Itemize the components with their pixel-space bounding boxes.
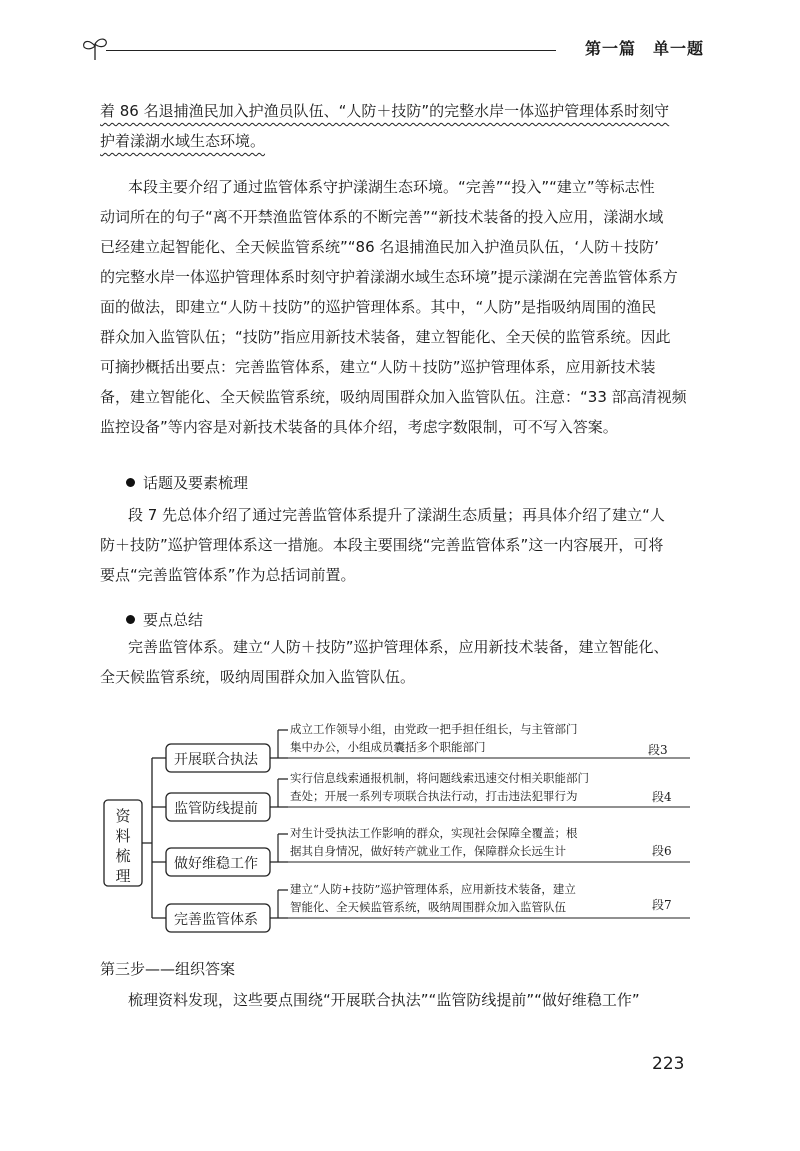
- paragraph-line: 动词所在的句子“离不开禁渔监管体系的不断完善”“新技术装备的投入应用，漾湖水域: [100, 208, 664, 226]
- paragraph-line: 全天候监管系统，吸纳周围群众加入监管队伍。: [100, 668, 416, 686]
- material-sorting-diagram: [100, 718, 700, 948]
- running-header: [88, 30, 704, 70]
- paragraph-line: 备，建立智能化、全天候监管系统，吸纳周围群众加入监管队伍。注意：“33 部高清视频: [100, 388, 687, 406]
- branch-title: 监管防线提前: [174, 801, 258, 817]
- intro-line-text: 着 86 名退捕渔民加入护渔员队伍、“人防＋技防”的完整水岸一体巡护管理体系时刻守: [100, 102, 670, 120]
- topics-paragraph: [100, 500, 696, 590]
- intro-line: [100, 96, 696, 126]
- intro-line: [100, 126, 696, 156]
- section-heading-text: 话题及要素梳理: [143, 474, 249, 492]
- branch-title: 完善监管体系: [174, 912, 258, 928]
- intro-paragraph: [100, 96, 696, 156]
- paragraph-line: 完善监管体系。建立“人防＋技防”巡护管理体系，应用新技术装备，建立智能化、: [128, 638, 669, 656]
- paragraph-line: 群众加入监管队伍；“技防”指应用新技术装备，建立智能化、全天侯的监管系统。因此: [100, 328, 671, 346]
- segment-label: 段7: [652, 898, 672, 912]
- branch-title: 做好维稳工作: [174, 856, 258, 872]
- branch-desc: 实行信息线索通报机制，将问题线索迅速交付相关职能部门: [290, 771, 589, 785]
- bullet-icon: [126, 615, 135, 624]
- bullet-icon: [126, 478, 135, 487]
- sprout-icon: [80, 34, 110, 62]
- branch-desc: 查处；开展一系列专项联合执法行动，打击违法犯罪行为: [290, 789, 578, 803]
- chapter-title: 第一篇 单一题: [584, 39, 704, 58]
- paragraph-line: 可摘抄概括出要点：完善监管体系，建立“人防＋技防”巡护管理体系，应用新技术装: [100, 358, 656, 376]
- section-heading-topics: [126, 469, 248, 497]
- paragraph-line: 已经建立起智能化、全天候监管系统”“86 名退捕渔民加入护渔员队伍，‘人防＋技防’: [100, 238, 659, 256]
- segment-label: 段3: [648, 743, 668, 757]
- step3-heading: [100, 954, 696, 984]
- paragraph-line: 要点“完善监管体系”作为总括词前置。: [100, 566, 356, 584]
- branch-title: 开展联合执法: [174, 752, 258, 768]
- step3-heading-text: 第三步——组织答案: [100, 960, 236, 978]
- branch-desc: 智能化、全天候监管系统，吸纳周围群众加入监管队伍: [290, 900, 566, 914]
- paragraph-line: 的完整水岸一体巡护管理体系时刻守护着漾湖水域生态环境”提示漾湖在完善监管体系方: [100, 268, 678, 286]
- paragraph-line: 梳理资料发现，这些要点围绕“开展联合执法”“监管防线提前”“做好维稳工作”: [128, 991, 640, 1009]
- paragraph-line: 防＋技防”巡护管理体系这一措施。本段主要围绕“完善监管体系”这一内容展开，可将: [100, 536, 664, 554]
- paragraph-line: 本段主要介绍了通过监管体系守护漾湖生态环境。“完善”“投入”“建立”等标志性: [128, 178, 655, 196]
- page-number: 223: [652, 1054, 685, 1074]
- branch-desc: 对生计受执法工作影响的群众，实现社会保障全覆盖；根: [290, 826, 578, 840]
- branch-desc: 成立工作领导小组，由党政一把手担任组长，与主管部门: [290, 722, 578, 736]
- branch-desc: 建立“人防+技防”巡护管理体系，应用新技术装备，建立: [290, 882, 576, 896]
- segment-label: 段6: [652, 844, 672, 858]
- section-heading-summary: [126, 606, 203, 634]
- header-rule: [106, 50, 556, 51]
- segment-label: 段4: [652, 790, 672, 804]
- branch-desc: 据其自身情况，做好转产就业工作，保障群众长远生计: [290, 844, 566, 858]
- diagram-root-label: 资料梳理: [115, 807, 131, 885]
- step3-paragraph: [100, 985, 696, 1015]
- intro-line-text: 护着漾湖水域生态环境。: [100, 132, 266, 150]
- summary-paragraph: [100, 632, 696, 692]
- paragraph-line: 段 7 先总体介绍了通过完善监管体系提升了漾湖生态质量；再具体介绍了建立“人: [128, 506, 665, 524]
- paragraph-line: 面的做法，即建立“人防＋技防”的巡护管理体系。其中，“人防”是指吸纳周围的渔民: [100, 298, 657, 316]
- section-heading-text: 要点总结: [143, 611, 204, 629]
- branch-desc: 集中办公，小组成员囊括多个职能部门: [290, 740, 486, 754]
- analysis-paragraph: [100, 172, 696, 442]
- paragraph-line: 监控设备”等内容是对新技术装备的具体介绍，考虑字数限制，可不写入答案。: [100, 418, 618, 436]
